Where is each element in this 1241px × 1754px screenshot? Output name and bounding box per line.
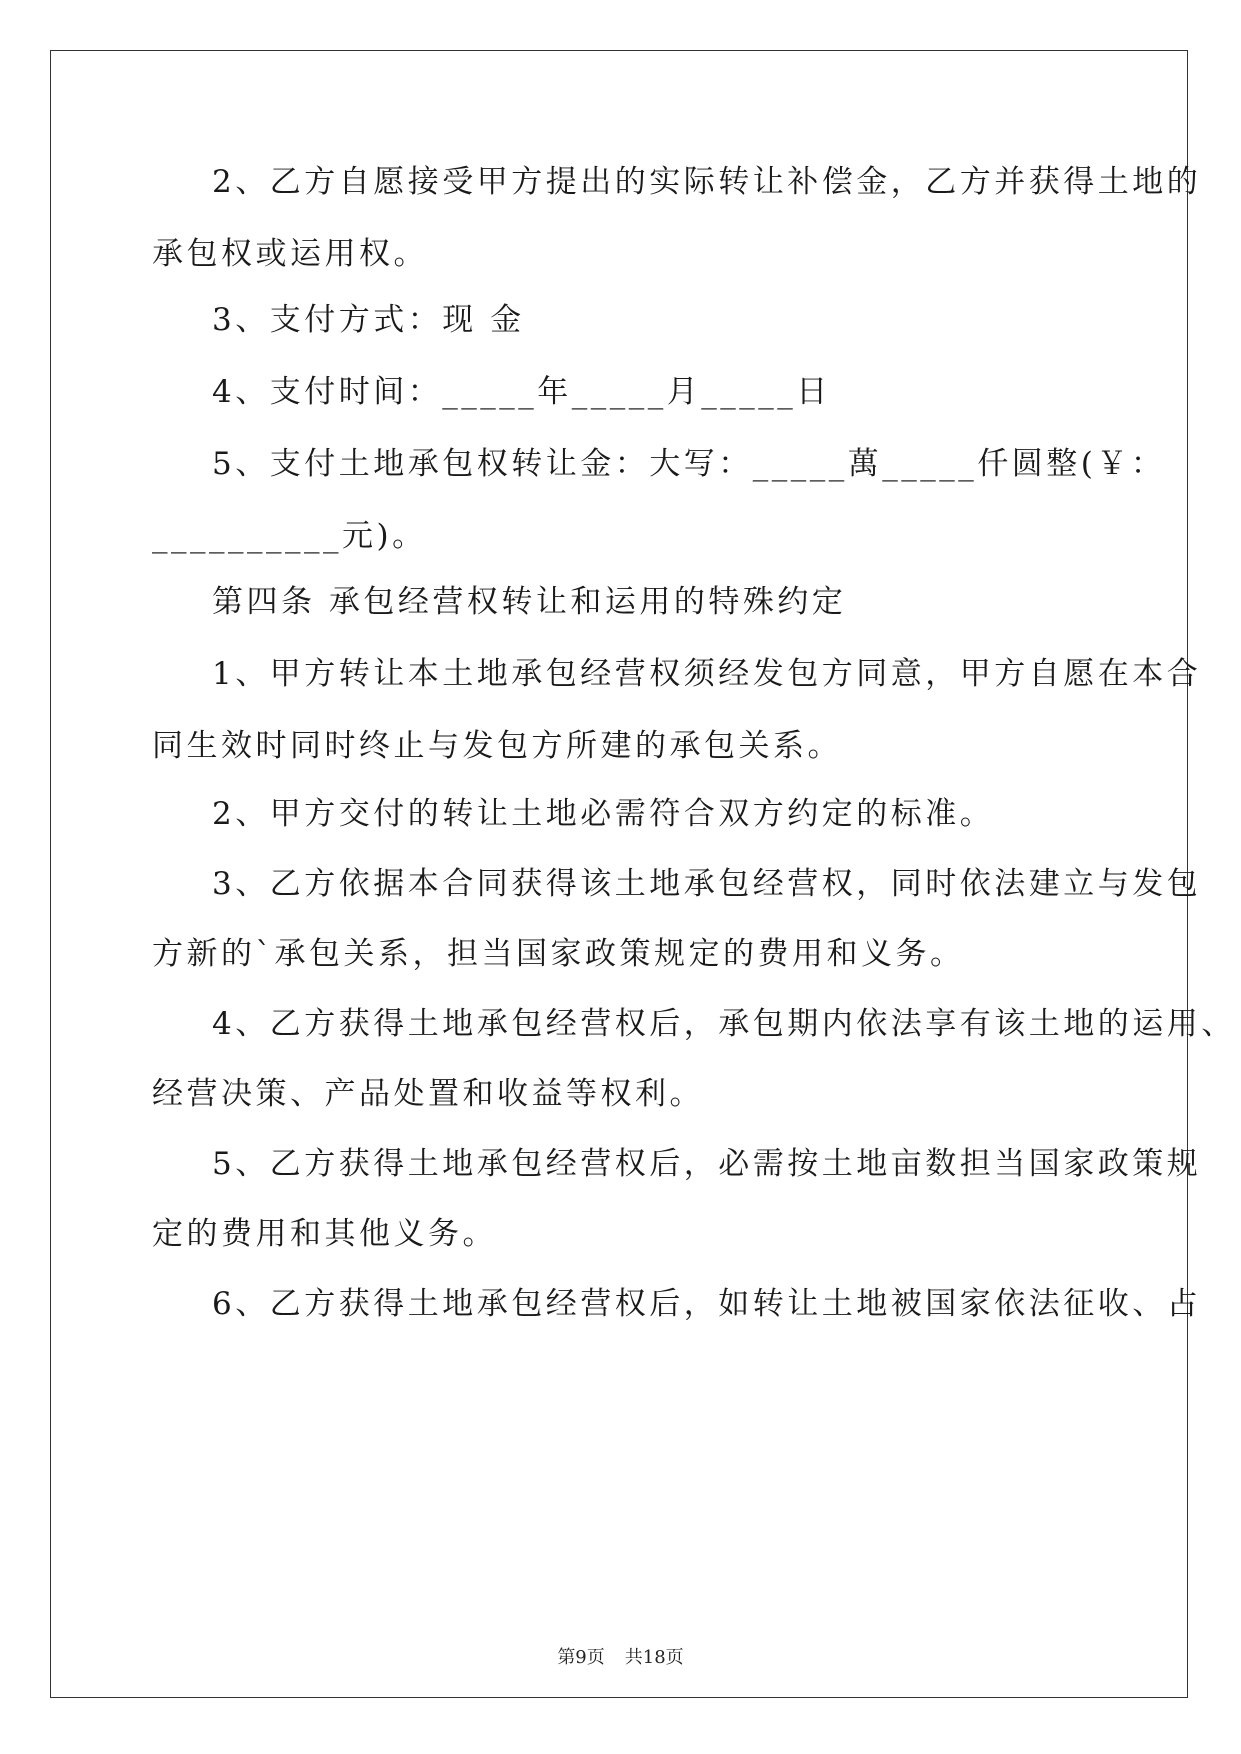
page-total: 共18页 — [624, 1647, 684, 1668]
text-line: 定的费用和其他义务。 — [152, 1216, 497, 1252]
text-line: __________元)。 — [152, 518, 427, 554]
text-line: 3、乙方依据本合同获得该土地承包经营权，同时依法建立与发包 — [212, 866, 1202, 902]
text-line: 承包权或运用权。 — [152, 236, 428, 272]
text-line: 2、乙方自愿接受甲方提出的实际转让补偿金，乙方并获得土地的 — [212, 164, 1202, 200]
text-line: 4、支付时间：_____年_____月_____日 — [212, 374, 831, 410]
text-line: 1、甲方转让本土地承包经营权须经发包方同意，甲方自愿在本合 — [212, 656, 1202, 692]
text-line: 同生效时同时终止与发包方所建的承包关系。 — [152, 728, 842, 764]
text-line: 经营决策、产品处置和收益等权利。 — [152, 1076, 704, 1112]
text-line: 4、乙方获得土地承包经营权后，承包期内依法享有该土地的运用、 — [212, 1006, 1236, 1042]
text-line: 3、支付方式：现 金 — [212, 302, 525, 338]
text-line: 6、乙方获得土地承包经营权后，如转让土地被国家依法征收、占 — [212, 1286, 1202, 1322]
text-line: 2、甲方交付的转让土地必需符合双方约定的标准。 — [212, 796, 995, 832]
section-heading: 第四条 承包经营权转让和运用的特殊约定 — [212, 584, 847, 620]
page-number: 第9页 — [557, 1647, 605, 1668]
text-line: 5、支付土地承包权转让金：大写：_____萬_____仟圆整(￥： — [212, 446, 1166, 482]
text-line: 5、乙方获得土地承包经营权后，必需按土地亩数担当国家政策规 — [212, 1146, 1202, 1182]
text-line: 方新的`承包关系，担当国家政策规定的费用和义务。 — [152, 936, 965, 972]
page-footer — [0, 1646, 1241, 1670]
